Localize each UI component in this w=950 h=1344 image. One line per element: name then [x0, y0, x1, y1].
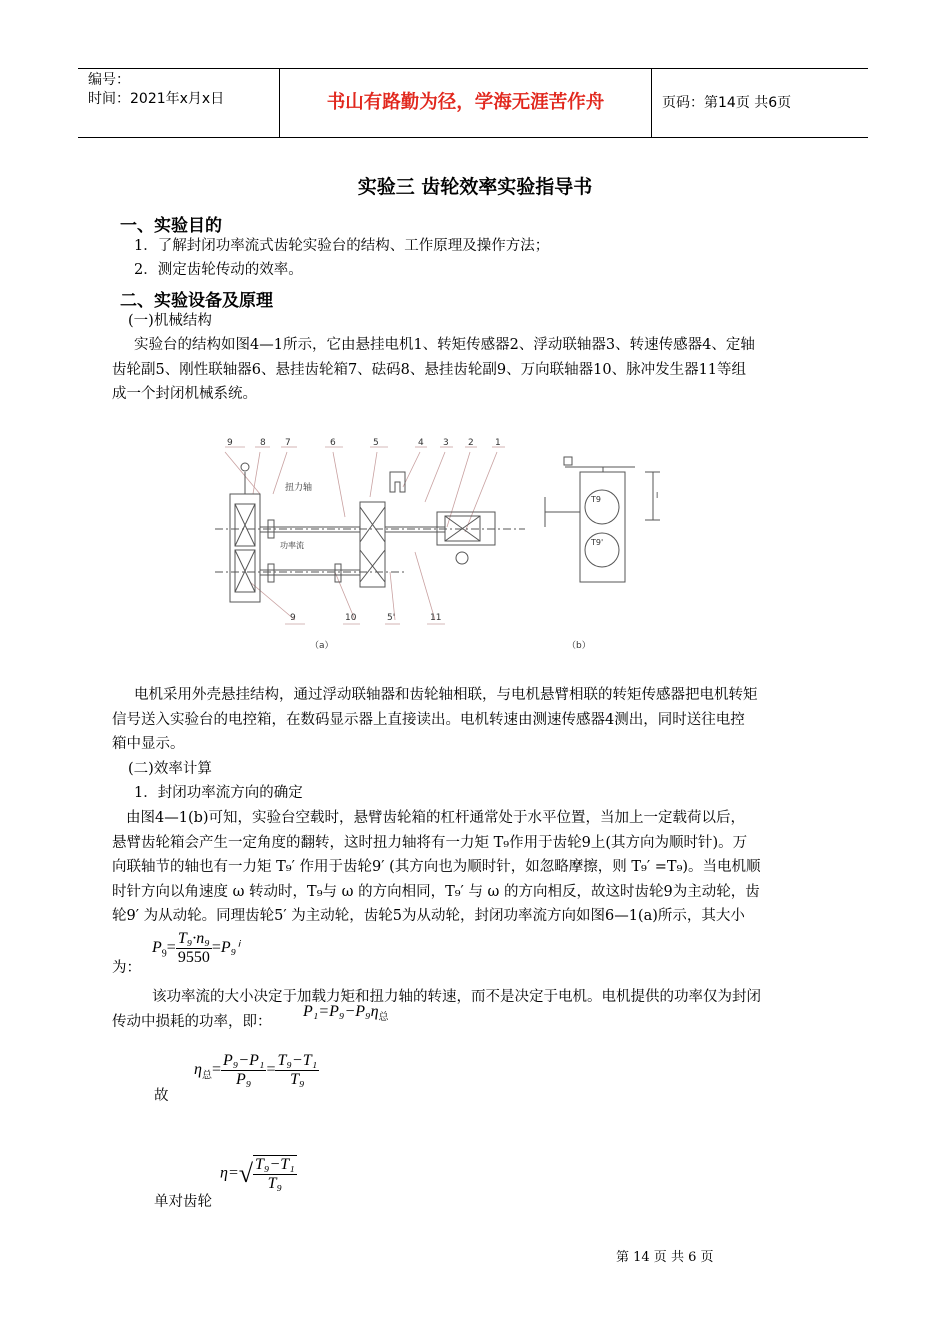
para-line: 由图4—1(b)可知，实验台空载时，悬臂齿轮箱的杠杆通常处于水平位置，当加上一定载荷以后， [126, 810, 746, 826]
formula-num: T₉·n₉ [177, 930, 210, 947]
formula-symbol: η [194, 1061, 202, 1079]
formula-symbol: P [152, 939, 162, 957]
page-header [78, 68, 868, 138]
para-line: 该功率流的大小决定于加载力矩和扭力轴的转速，而不是决定于电机。电机提供的功率仅为封闭 [152, 989, 761, 1005]
fig-label-2: 2 [468, 438, 474, 448]
formula-eta-total: $\eta_总=$ $\frac{\text{P₉−P₁}}{\text{P₉}}$ = $\frac{\text{T₉−T₁}}{\text{T₉}}$ [194, 1052, 318, 1088]
para-line: 电机采用外壳悬挂结构，通过浮动联轴器和齿轮轴相联，与电机悬臂相联的转矩传感器把电机转矩 [134, 687, 758, 703]
fig-label-11: 11 [430, 613, 442, 623]
para-line: 成一个封闭机械系统。 [112, 386, 257, 402]
t9-label: T9 [591, 495, 601, 504]
fig-label-9: 9 [227, 438, 233, 448]
fig-label-9-bottom: 9 [290, 613, 296, 623]
power-flow-label: 功率流 [280, 541, 304, 550]
header-meta [78, 69, 280, 137]
subheading-power-flow-direction: 1．封闭功率流方向的确定 [134, 785, 303, 801]
torsion-shaft-label: 扭力轴 [285, 483, 313, 493]
objective-item-2: 2．测定齿轮传动的效率。 [134, 262, 303, 278]
para-line: 传动中损耗的功率，即： [112, 1013, 272, 1030]
label-single-gear: 单对齿轮 [154, 1194, 212, 1210]
time-label: 时间：2021年x月x日 [88, 91, 225, 107]
page-footer: 第 14 页 共 6 页 [616, 1250, 714, 1265]
fig-label-6: 6 [330, 438, 336, 448]
formula-den: T₉ [290, 1071, 305, 1088]
t9-prime-label: T9' [591, 538, 604, 547]
formula-sub: 总 [201, 1070, 212, 1082]
caption-a: （a） [310, 641, 334, 651]
paragraph-loss [112, 985, 862, 1034]
objective-item-1: 1．了解封闭功率流式齿轮实验台的结构、工作原理及操作方法； [134, 238, 550, 254]
fig-label-7: 7 [285, 438, 291, 448]
fig-label-3: 3 [443, 438, 449, 448]
formula-num: T₉−T₁ [277, 1052, 318, 1069]
fig-label-4: 4 [418, 438, 424, 448]
fig-label-1: 1 [495, 438, 501, 448]
page-title: 实验三 齿轮效率实验指导书 [357, 176, 593, 198]
formula-den: P₉ [236, 1071, 252, 1088]
para-line: 箱中显示。 [112, 736, 185, 752]
paragraph-power-flow [112, 806, 862, 929]
formula-text: η= [220, 1164, 239, 1182]
header-motto: 书山有路勤为径，学海无涯苦作舟 [280, 69, 652, 137]
header-page-label: 页码：第14页 共6页 [662, 95, 792, 111]
section1-heading: 一、实验目的 [120, 216, 222, 236]
fig-label-10: 10 [345, 613, 357, 623]
fig-label-8: 8 [260, 438, 266, 448]
formula-eta-single: η=√ $\frac{\text{T₉−T₁}}{\text{T₉}}$ [220, 1156, 295, 1192]
para-end-wei: 为： [112, 960, 141, 976]
subheading-efficiency: (二)效率计算 [128, 761, 212, 777]
para-line: 轮9′ 为从动轮。同理齿轮5′ 为主动轮，齿轮5为从动轮，封闭功率流方向如图6—1(a)所示，其大小 [112, 908, 745, 924]
formula-den: T₉ [267, 1175, 283, 1192]
formula-rhs: P₉ⁱ [220, 939, 240, 957]
number-label: 编号： [88, 72, 130, 88]
gear-test-rig-figure [205, 432, 675, 662]
para-line: 实验台的结构如图4—1所示，它由悬挂电机1、转矩传感器2、浮动联轴器3、转速传感器4、定轴 [134, 337, 755, 353]
para-line: 信号送入实验台的电控箱，在数码显示器上直接读出。电机转速由测速传感器4测出，同时送往电控 [112, 711, 745, 728]
arm-length-label: l [656, 491, 659, 500]
formula-sub: 总 [378, 1012, 389, 1024]
formula-den: 9550 [177, 949, 210, 966]
formula-num: T₉−T₁ [255, 1156, 295, 1173]
paragraph-structure [112, 333, 862, 407]
subheading-mechanical: (一)机械结构 [128, 313, 212, 329]
fig-label-5-prime: 5' [387, 613, 396, 623]
fig-label-5: 5 [373, 438, 379, 448]
formula-p1 [303, 1003, 389, 1023]
formula-sub: 9 [161, 948, 167, 960]
para-line: 悬臂齿轮箱会产生一定角度的翻转，这时扭力轴将有一力矩 T₉作用于齿轮9上(其方向为顺时针)。万 [112, 834, 748, 851]
label-gu: 故 [154, 1088, 169, 1104]
formula-text: P₁=P₉−P₉η [303, 1003, 379, 1020]
section2-heading: 二、实验设备及原理 [120, 291, 273, 311]
para-line: 齿轮副5、刚性联轴器6、悬挂齿轮箱7、砝码8、悬挂齿轮副9、万向联轴器10、脉冲发生器11等组 [112, 361, 747, 378]
formula-num: P₉−P₁ [222, 1052, 265, 1069]
para-line: 时针方向以角速度 ω 转动时，T₉与 ω 的方向相同，T₉′ 与 ω 的方向相反，故这时齿轮9为主动轮，齿 [112, 883, 760, 900]
para-line: 向联轴节的轴也有一力矩 T₉′ 作用于齿轮9′ (其方向也为顺时针，如忽略摩擦，则 T₉′ =T₉)。当电机顺 [112, 859, 761, 875]
formula-p9: $P_9=$ $\frac{\text{T₉·n₉}}{9550}$ =P₉ⁱ [152, 930, 240, 966]
caption-b: （b） [567, 641, 591, 651]
paragraph-motor [112, 683, 862, 757]
